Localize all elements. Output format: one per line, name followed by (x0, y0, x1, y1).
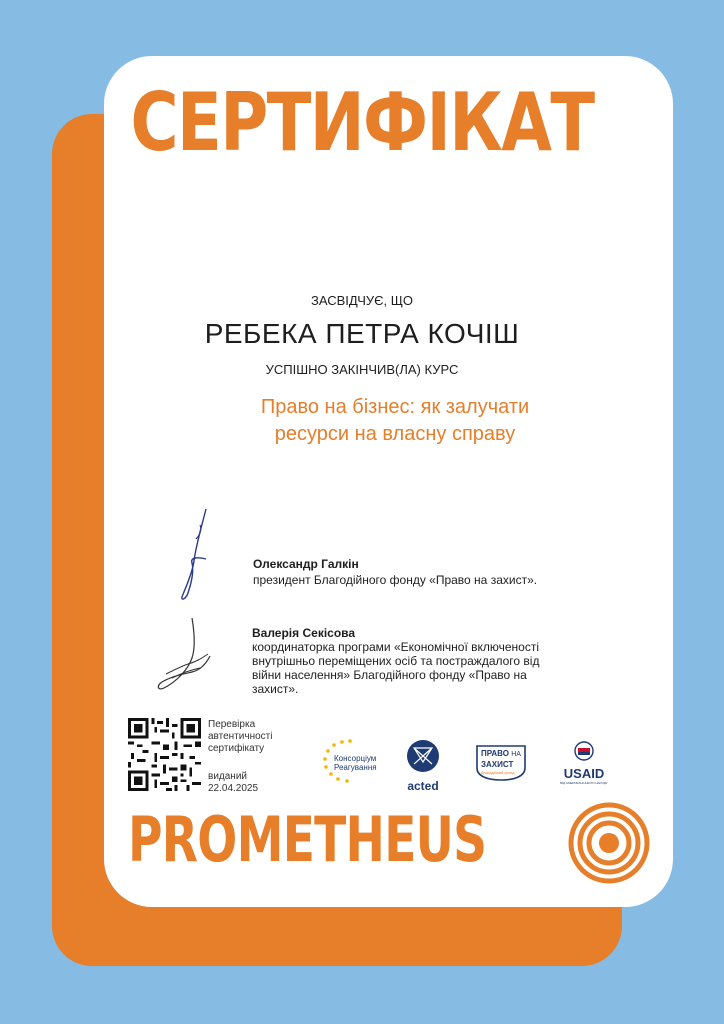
signatory-1-role: президент Благодійного фонду «Право на захист». (253, 573, 538, 587)
signatory-2-role (252, 640, 539, 696)
prometheus-circle-icon (567, 801, 651, 885)
completed-course-text: УСПІШНО ЗАКІНЧИВ(ЛА) КУРС (265, 362, 459, 377)
signatory-2-name: Валерія Секісова (252, 626, 356, 640)
pravo-word: НА (511, 751, 521, 758)
qr-code-icon[interactable] (128, 718, 201, 791)
certifies-text: ЗАСВІДЧУЄ, ЩО (310, 293, 414, 308)
consortium-line: Реагування (334, 763, 377, 772)
recipient-name: РЕБЕКА ПЕТРА КОЧІШ (204, 318, 520, 349)
prometheus-wordmark: PROMETHEUS (128, 803, 487, 876)
pravo-word: ПРАВО (481, 749, 509, 758)
pravo-sub: благодійний фонд (481, 770, 515, 775)
role-line: війни населення» Благодійного фонду «Право на (252, 668, 527, 682)
usaid-logo (556, 740, 612, 784)
pravo-na-zakhyst-logo (475, 742, 541, 782)
issued-label: виданий (208, 771, 247, 782)
role-line: внутрішньо переміщених осіб та постраждалого від (252, 654, 540, 668)
usaid-sub: ВІД АМЕРИКАНСЬКОГО НАРОДУ (560, 781, 608, 785)
course-title-line: Право на бізнес: як залучати (260, 396, 530, 418)
verification-line: автентичності (208, 731, 273, 742)
acted-logo (403, 738, 443, 792)
verification-line: Перевірка (208, 719, 256, 730)
role-line: захист». (252, 682, 299, 696)
consortium-logo (320, 736, 380, 786)
issued-info (208, 771, 258, 795)
usaid-text: USAID (563, 766, 605, 781)
signature-2-icon (152, 612, 222, 696)
verification-line: сертифікату (208, 743, 265, 754)
signature-1-icon (172, 505, 216, 605)
acted-emblem-icon (403, 738, 443, 774)
course-title (180, 394, 610, 448)
consortium-line: Консорціум (334, 754, 377, 763)
certificate-title: СЕРТИФІКАТ (130, 76, 594, 169)
signatory-1-name: Олександр Галкін (253, 557, 359, 571)
usaid-seal-icon (556, 740, 612, 762)
issued-date: 22.04.2025 (208, 783, 259, 794)
usaid-label (556, 767, 612, 781)
verification-text (208, 719, 288, 755)
role-line: координаторка програми «Економічної включеності (252, 640, 540, 654)
acted-label: acted (407, 779, 439, 793)
pravo-word: ЗАХИСТ (481, 760, 514, 769)
course-title-line: ресурси на власну справу (274, 423, 516, 445)
